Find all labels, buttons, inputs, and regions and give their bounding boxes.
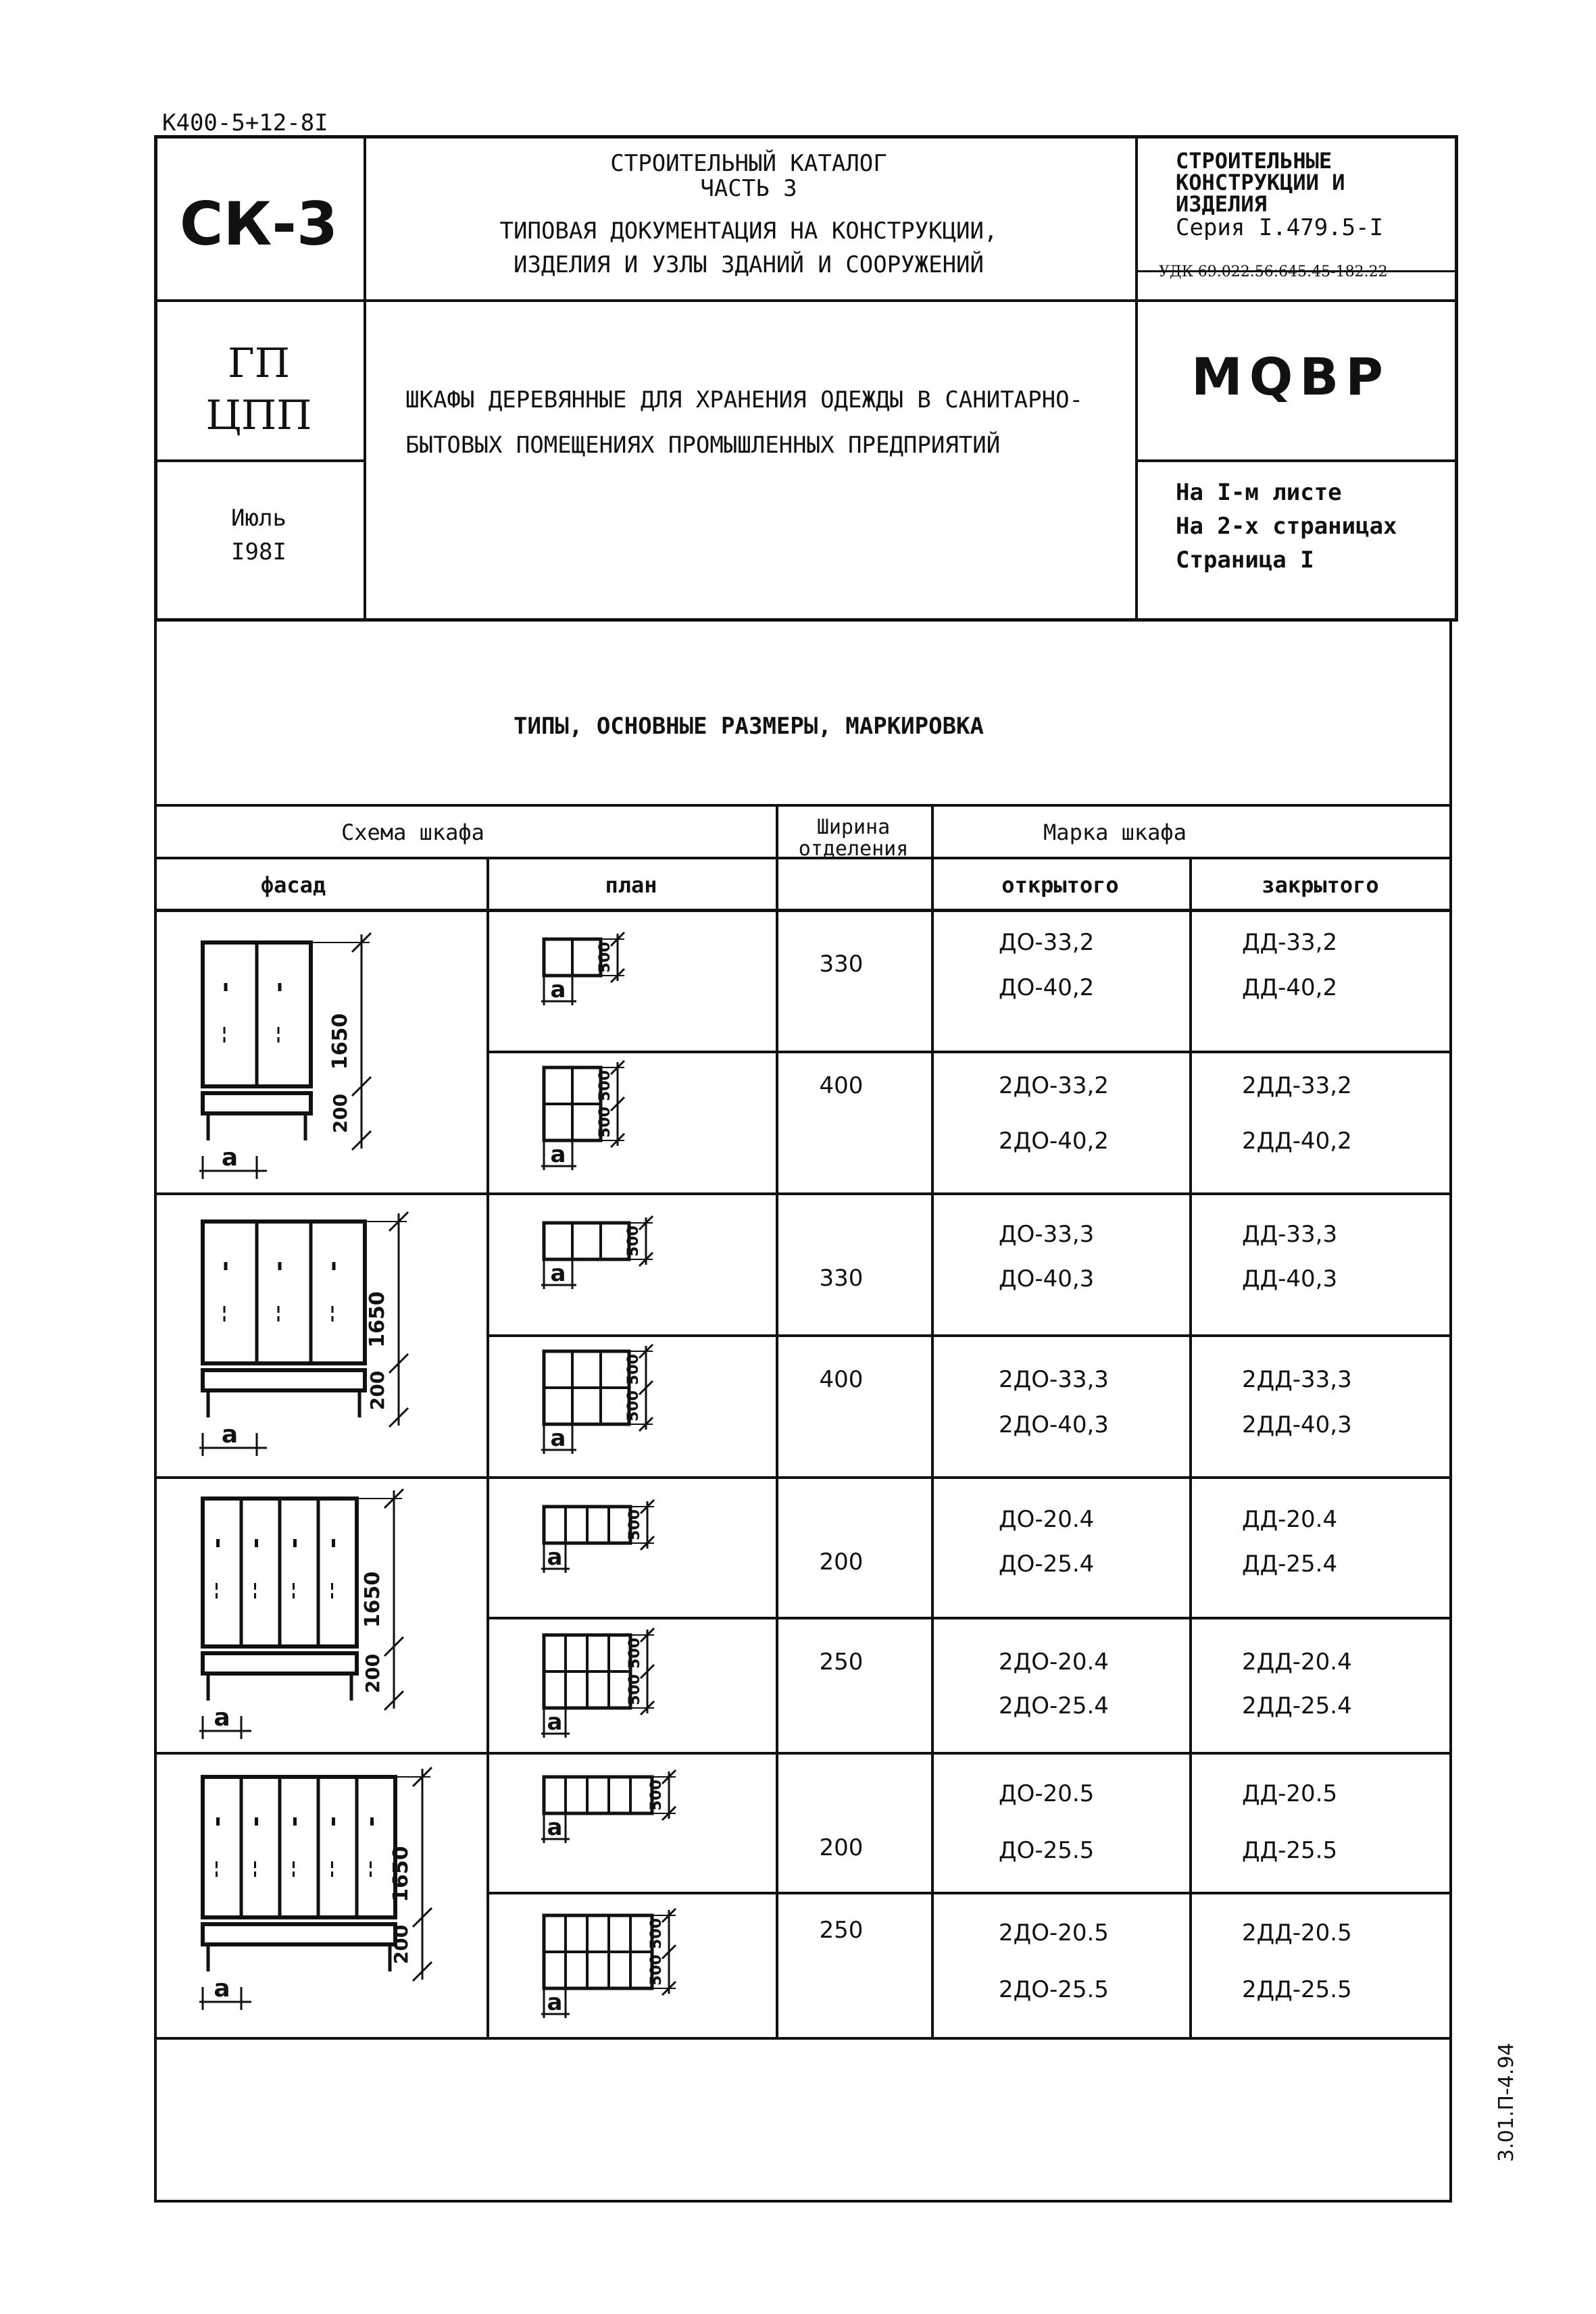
base-dimension: 200: [329, 1093, 351, 1134]
section-width: 400: [819, 1072, 864, 1099]
plan-drawing: [541, 1216, 653, 1289]
base-dimension: 200: [361, 1653, 384, 1694]
width-dimension: a: [550, 1425, 566, 1452]
facade-drawing: [199, 933, 371, 1179]
head-width-1: Ширина: [816, 815, 891, 839]
plan-drawing: [541, 1628, 654, 1738]
section-width: 330: [819, 951, 864, 978]
section-title: ТИПЫ, ОСНОВНЫЕ РАЗМЕРЫ, МАРКИРОВКА: [514, 713, 984, 740]
width-dimension: a: [214, 1704, 230, 1732]
head-width-2: отделения: [798, 837, 909, 861]
section-width: 330: [819, 1265, 864, 1292]
section-width: 400: [819, 1366, 864, 1393]
depth-dimension: 500: [625, 1226, 642, 1257]
width-dimension: a: [221, 1144, 239, 1172]
height-dimension: 1650: [389, 1846, 413, 1903]
product-code: MQBP: [1191, 347, 1390, 407]
width-dimension: a: [547, 1544, 563, 1571]
sub-plan: план: [605, 872, 657, 898]
width-dimension: a: [550, 1141, 566, 1168]
plan-drawing: [541, 1500, 654, 1573]
base-dimension: 200: [366, 1370, 389, 1411]
facade-drawing: [199, 1212, 408, 1456]
section-width: 250: [819, 1917, 864, 1944]
sub-facade: фасад: [260, 872, 326, 898]
plan-drawing: [541, 1909, 676, 2018]
plan-drawing: [541, 1770, 676, 1843]
head-scheme: Схема шкафа: [341, 820, 484, 845]
depth-dimension: 500: [648, 1955, 665, 1986]
facade-drawing: [199, 1767, 432, 2010]
side-stamp: 3.01.П-4.94: [1495, 2042, 1518, 2162]
document-code: К400-5+12-8I: [162, 109, 328, 136]
plan-drawing: [541, 1344, 653, 1454]
width-dimension: a: [547, 1709, 563, 1736]
depth-dimension: 500: [625, 1354, 642, 1385]
depth-dimension: 500: [597, 1107, 614, 1138]
plan-drawing: [541, 1061, 624, 1170]
height-dimension: 1650: [328, 1013, 352, 1070]
width-dimension: a: [547, 1989, 563, 2016]
section-width: 200: [819, 1549, 864, 1576]
depth-dimension: 500: [626, 1638, 643, 1669]
depth-dimension: 500: [625, 1390, 642, 1422]
height-dimension: 1650: [366, 1291, 389, 1348]
section-width: 250: [819, 1649, 864, 1676]
series-logo: СК-3: [179, 189, 339, 259]
width-dimension: a: [547, 1814, 563, 1841]
sub-closed: закрытого: [1262, 872, 1379, 898]
depth-dimension: 500: [597, 1070, 614, 1101]
sub-open: открытого: [1001, 872, 1119, 898]
facade-drawing: [199, 1489, 403, 1739]
section-width: 200: [819, 1834, 864, 1861]
width-dimension: a: [550, 976, 566, 1003]
width-dimension: a: [550, 1260, 566, 1287]
depth-dimension: 500: [626, 1674, 643, 1705]
head-mark: Марка шкафа: [1043, 820, 1187, 845]
base-dimension: 200: [390, 1924, 412, 1965]
depth-dimension: 500: [648, 1918, 665, 1949]
depth-dimension: 500: [648, 1780, 665, 1811]
depth-dimension: 500: [597, 942, 614, 973]
plan-drawing: [541, 932, 624, 1005]
width-dimension: a: [214, 1975, 230, 2003]
height-dimension: 1650: [361, 1571, 384, 1628]
width-dimension: a: [221, 1421, 239, 1449]
depth-dimension: 500: [626, 1509, 643, 1540]
udc-code: УДК 69.022.56:645.45-182.22: [1159, 263, 1388, 280]
